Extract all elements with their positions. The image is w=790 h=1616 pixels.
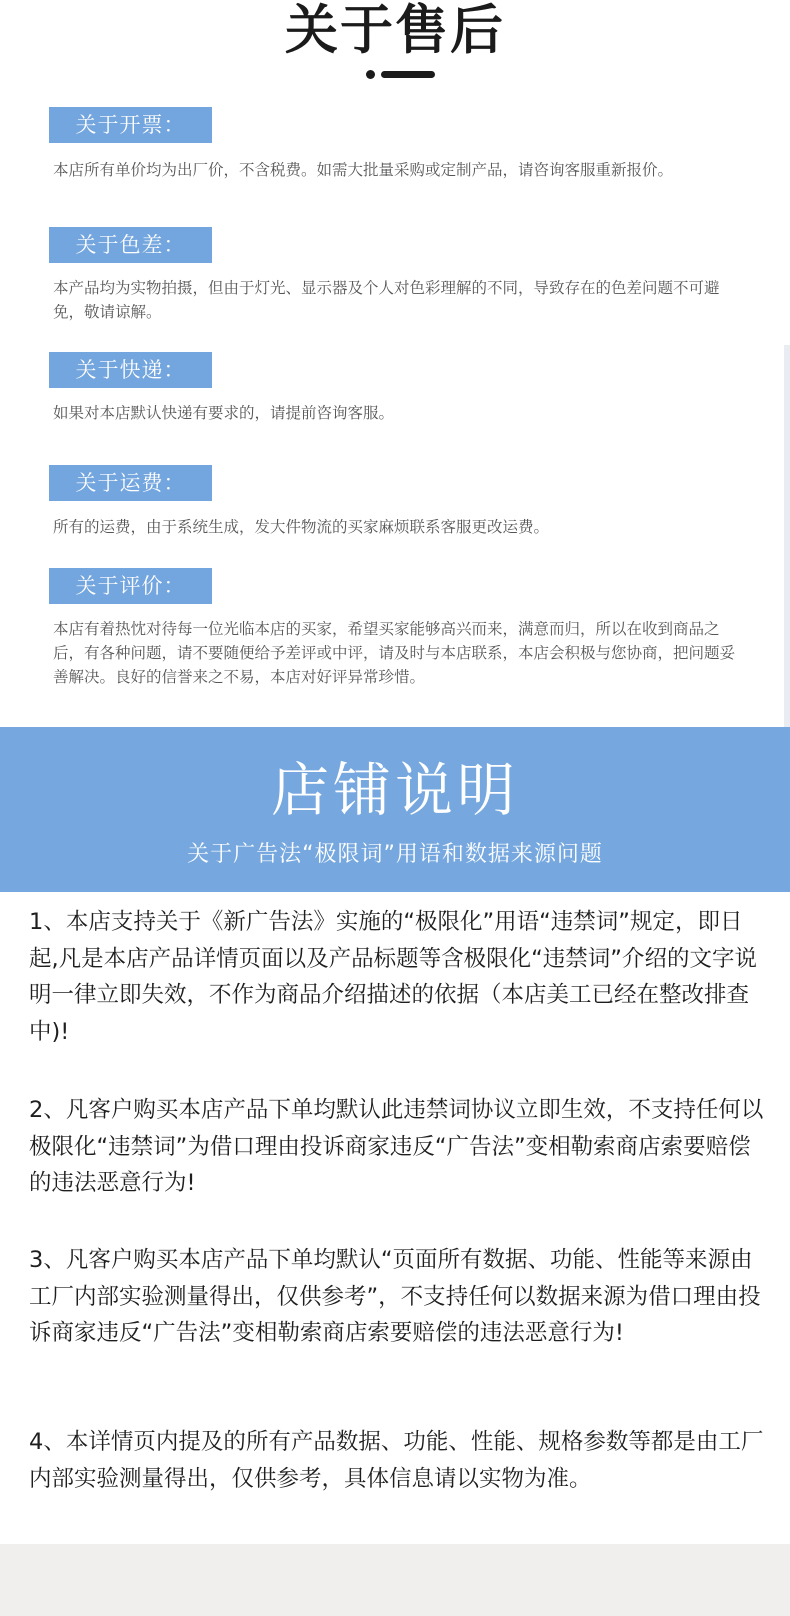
invoice-text: 本店所有单价均为出厂价，不含税费。如需大批量采购或定制产品，请咨询客服重新报价。	[53, 161, 674, 179]
after-sales-section	[0, 0, 790, 727]
color-diff-label: 关于色差：	[49, 227, 212, 263]
title-deco-dot	[366, 70, 375, 79]
policy-item-4: 4、本详情页内提及的所有产品数据、功能、性能、规格参数等都是由工厂内部实验测量得出，仅供参考，具体信息请以实物为准。	[29, 1429, 764, 1492]
store-notice-subtitle: 关于广告法“极限词”用语和数据来源问题	[187, 842, 603, 867]
freight-text: 所有的运费，由于系统生成，发大件物流的买家麻烦联系客服更改运费。	[53, 518, 550, 536]
footer-band	[0, 1544, 790, 1616]
policy-statements	[0, 892, 790, 1544]
review-text: 本店有着热忱对待每一位光临本店的买家，希望买家能够高兴而来，满意而归，所以在收到商品之后，有各种问题，请不要随便给予差评或中评，请及时与本店联系，本店会积极与您协商，把问题妥善解决。良好的信誉来之不易，本店对好评异常珍惜。	[53, 620, 736, 686]
store-notice-banner	[0, 727, 790, 892]
review-label: 关于评价：	[49, 568, 212, 604]
shipping-label: 关于快递：	[49, 352, 212, 388]
policy-item-2: 2、凡客户购买本店产品下单均默认此违禁词协议立即生效，不支持任何以极限化“违禁词”为借口理由投诉商家违反“广告法”变相勒索商店索要赔偿的违法恶意行为!	[29, 1097, 764, 1196]
shipping-text: 如果对本店默认快递有要求的，请提前咨询客服。	[53, 404, 395, 422]
policy-item-3: 3、凡客户购买本店产品下单均默认“页面所有数据、功能、性能等来源由工厂内部实验测量得出，仅供参考”，不支持任何以数据来源为借口理由投诉商家违反“广告法”变相勒索商店索要赔偿的违法恶意行为!	[29, 1247, 761, 1346]
store-notice-title: 店铺说明	[270, 756, 519, 824]
title-deco-bar	[381, 71, 435, 78]
after-sales-title: 关于售后	[285, 0, 505, 61]
right-edge-strip	[784, 345, 790, 727]
invoice-label: 关于开票：	[49, 107, 212, 143]
freight-label: 关于运费：	[49, 465, 212, 501]
title-decoration	[0, 70, 790, 80]
color-diff-text: 本产品均为实物拍摄，但由于灯光、显示器及个人对色彩理解的不同，导致存在的色差问题不可避免，敬请谅解。	[53, 279, 720, 321]
policy-item-1: 1、本店支持关于《新广告法》实施的“极限化”用语“违禁词”规定，即日起,凡是本店产品详情页面以及产品标题等含极限化“违禁词”介绍的文字说明一律立即失效，不作为商品介绍描述的依据（本店美工已经在整改排查中)!	[29, 909, 757, 1045]
